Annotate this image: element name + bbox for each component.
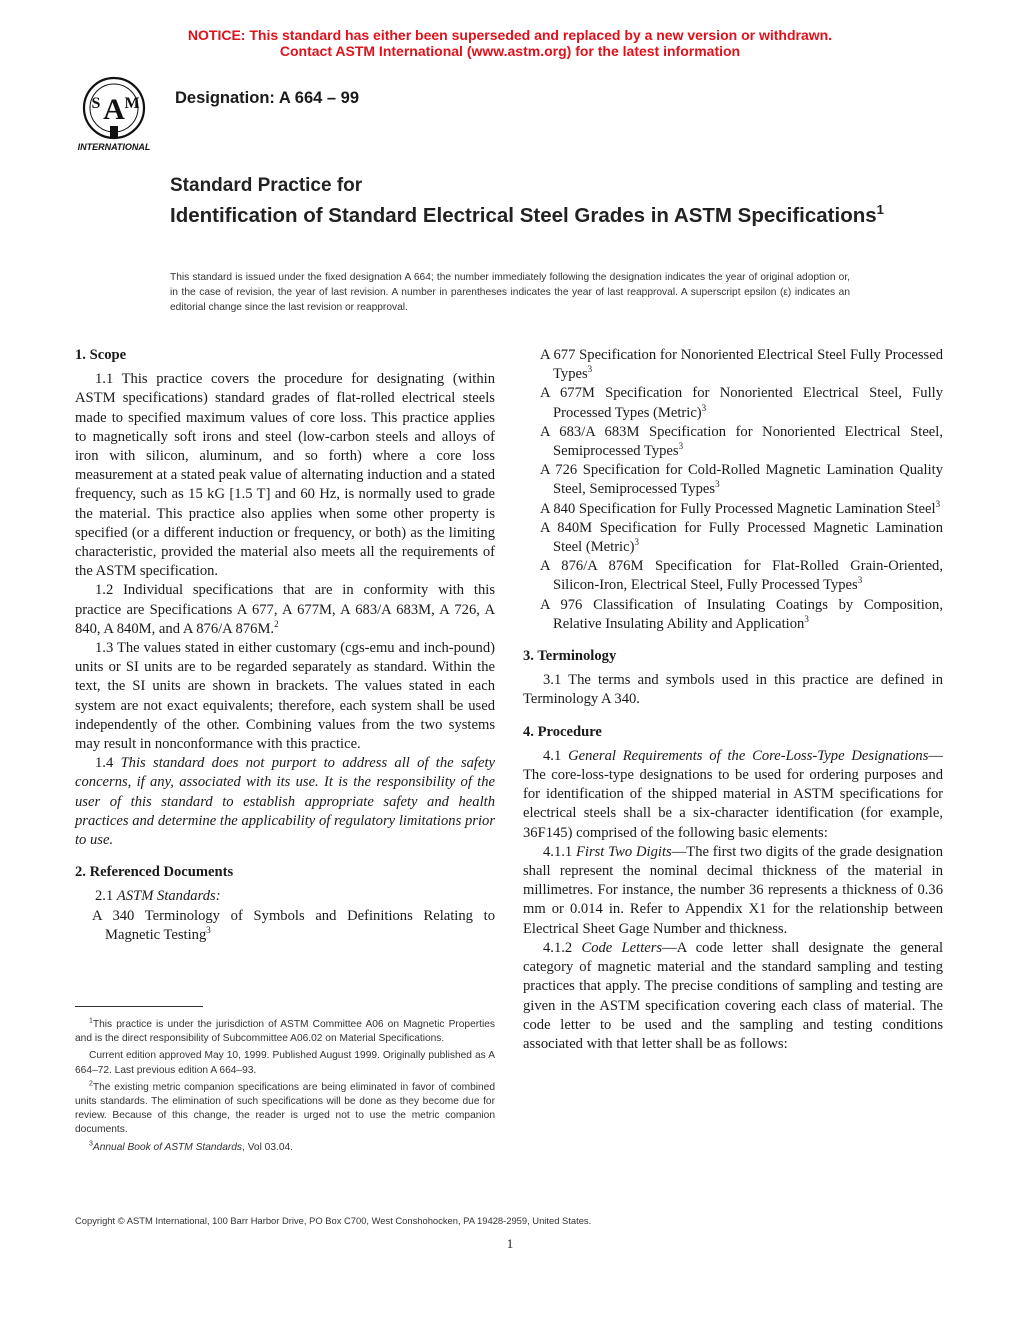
page-number: 1 — [506, 1236, 514, 1251]
reference-list — [523, 346, 943, 634]
title-block — [170, 175, 930, 229]
paragraph-4-1 — [523, 747, 943, 843]
reference-item — [523, 384, 943, 422]
title-line-1: Standard Practice for — [170, 175, 363, 196]
paragraph-4-1-1 — [523, 843, 943, 939]
paragraph-4-1-2-text: —A code letter shall designate the general category of magnetic material and the standard sampling and testing practices that apply. The precise conditions of sampling and testing are given in the ASTM specification covering each class of material. The code letter to be used and the sampling and testing conditions associated with that letter shall be as follows: — [523, 939, 943, 1052]
reference-item — [523, 461, 943, 499]
footnote-1-mark: 1 — [89, 1017, 93, 1025]
paragraph-1-1: 1.1 This practice covers the procedure for designating (within ASTM specifications) standard grades of flat-rolled electrical steels made to specified maximum values of core loss. This practice applies to magnetically soft irons and steel (low-carbon steels and alloys of iron with silicon, aluminum, and so forth) where a core loss measurement at a stated peak value of alternating induction and a stated frequency, such as 15 kG [1.5 T] and 60 Hz, is normally used to grade the material. This practice also applies when some other property is specified (or a different induction or frequency, or both) as the limiting characteristic, provided the material also meets all the requirements of the ASTM specification. — [75, 371, 495, 580]
reference-item — [523, 500, 943, 519]
footnote-mark: 3 — [678, 441, 684, 452]
footnote-2-text: The existing metric companion specifications are being eliminated in favor of combined units standards. The elimination of such specifications will be done as they become due for review. Because of this change, the reader is urged not to use the metric companion documents. — [75, 1081, 495, 1136]
footnote-mark: 3 — [634, 537, 639, 548]
paragraph-1-4-text: This standard does not purport to address all of the safety concerns, if any, associated with its use. It is the responsibility of the user of this standard to establish appropriate safety and health practices and determine the applicability of regulatory limitations prior to use. — [75, 755, 495, 849]
reference-item — [523, 596, 943, 634]
designation: Designation: A 664 – 99 — [175, 89, 360, 107]
svg-text:S: S — [91, 95, 101, 112]
paragraph-4-1-1-label: First Two Digits — [575, 843, 672, 860]
left-column — [75, 346, 495, 945]
footnote-3-rest: , Vol 03.04. — [242, 1141, 294, 1153]
reference-text: A 876/A 876M Specification for Flat-Rolled Grain-Oriented, Silicon-Iron, Electrical Steel, Fully Processed Types — [540, 558, 943, 594]
astm-international-logo-icon — [74, 74, 164, 154]
paragraph-2-1 — [75, 887, 495, 906]
reference-a340 — [75, 907, 495, 945]
reference-item — [523, 519, 943, 557]
paragraph-1-2 — [75, 581, 495, 639]
paragraph-4-1-2-num: 4.1.2 — [543, 939, 573, 956]
reference-text: A 976 Classification of Insulating Coatings by Composition, Relative Insulating Ability and Application — [540, 596, 943, 632]
title-footnote-mark: 1 — [876, 202, 884, 217]
notice-line-2: Contact ASTM International (www.astm.org) for the latest information — [279, 43, 741, 59]
reference-item — [523, 557, 943, 595]
footnote-mark: 3 — [587, 364, 593, 375]
section-heading-scope: 1. Scope — [75, 347, 127, 363]
paragraph-4-1-text: —The core-loss-type designations to be used for ordering purposes and for identification of the shipped material in ASTM specifications for electrical steels shall be a six-character identification (for example, 36F145) comprised of the following basic elements: — [523, 747, 943, 841]
reference-text: A 840M Specification for Fully Processed Magnetic Lamination Steel (Metric) — [540, 519, 943, 556]
paragraph-1-4 — [75, 754, 495, 850]
svg-text:A: A — [103, 93, 125, 126]
paragraph-4-1-1-text: —The first two digits of the grade designation shall represent the nominal decimal thickness of the material in millimetres. For instance, the number 36 represents a thickness of 0.36 mm or 0.014 in. Refer to Appendix X1 for the relationship between Electrical Sheet Gage Number and thickness. — [523, 843, 943, 937]
reference-item — [523, 423, 943, 461]
footnote-3 — [75, 1141, 495, 1155]
section-heading-procedure: 4. Procedure — [523, 723, 602, 740]
paragraph-4-1-2 — [523, 939, 943, 1054]
paragraph-4-1-2-label: Code Letters — [581, 939, 663, 956]
notice-banner — [0, 27, 1020, 59]
reference-text: A 683/A 683M Specification for Nonoriented Electrical Steel, Semiprocessed Types — [540, 423, 943, 460]
reference-text: A 677 Specification for Nonoriented Electrical Steel Fully Processed Types — [540, 347, 943, 383]
paragraph-2-1-label: ASTM Standards: — [116, 888, 221, 905]
intro-note: This standard is issued under the fixed designation A 664; the number immediately following the designation indicates the year of original adoption or, in the case of revision, the year of last revision. A number in parentheses indicates the year of last reapproval. A superscript epsilon (ε) indicates an editorial change since the last revision or reapproval. — [170, 272, 850, 313]
footnote-3-title: Annual Book of ASTM Standards — [92, 1141, 243, 1153]
footnote-1-edition: Current edition approved May 10, 1999. Published August 1999. Originally published as A 664–72. Last previous edition A 664–93. — [75, 1050, 495, 1076]
footnote-divider — [75, 1006, 203, 1007]
footnote-mark: 2 — [274, 618, 279, 629]
paragraph-2-1-num: 2.1 — [95, 888, 114, 905]
footnote-2 — [75, 1081, 495, 1138]
logo-text: INTERNATIONAL — [77, 142, 151, 152]
footnote-mark: 3 — [701, 402, 707, 413]
section-heading-referenced-documents: 2. Referenced Documents — [75, 864, 234, 881]
paragraph-4-1-1-num: 4.1.1 — [543, 843, 573, 860]
footnote-mark: 3 — [857, 575, 863, 586]
footnote-mark: 3 — [804, 613, 809, 624]
title-main-text: Identification of Standard Electrical Steel Grades in ASTM Specifications — [170, 203, 877, 227]
paragraph-4-1-num: 4.1 — [543, 747, 562, 764]
footnote-1-text: This practice is under the jurisdiction of ASTM Committee A06 on Magnetic Properties and is the direct responsibility of Subcommittee A06.02 on Material Specifications. — [75, 1019, 495, 1045]
copyright: Copyright © ASTM International, 100 Barr Harbor Drive, PO Box C700, West Conshohocken, PA 19428-2959, United States. — [75, 1215, 592, 1226]
paragraph-4-1-label: General Requirements of the Core-Loss-Type Designations — [568, 747, 929, 764]
paragraph-1-2-text: 1.2 Individual specifications that are in conformity with this practice are Specifications A 677, A 677M, A 683/A 683M, A 726, A 840, A 840M, and A 876/A 876M. — [75, 582, 495, 637]
reference-text: A 840 Specification for Fully Processed Magnetic Lamination Steel — [540, 500, 936, 517]
footnotes — [75, 1018, 495, 1158]
paragraph-1-3: 1.3 The values stated in either customary (cgs-emu and inch-pound) units or SI units are to be regarded separately as standard. Within the text, the SI units are shown in brackets. The values stated in each system are not exact equivalents; therefore, each system shall be used independently of the other. Combining values from the two systems may result in nonconformance with this practice. — [75, 640, 495, 753]
svg-text:M: M — [124, 95, 140, 112]
reference-item — [523, 346, 943, 384]
footnote-1 — [75, 1018, 495, 1046]
footnote-2-mark: 2 — [89, 1080, 93, 1088]
notice-line-1: NOTICE: This standard has either been superseded and replaced by a new version or withdrawn. — [187, 27, 833, 43]
reference-text: A 726 Specification for Cold-Rolled Magnetic Lamination Quality Steel, Semiprocessed Types — [540, 462, 943, 498]
paragraph-1-4-num: 1.4 — [95, 755, 114, 772]
footnote-mark: 3 — [206, 925, 211, 936]
reference-text: A 677M Specification for Nonoriented Electrical Steel, Fully Processed Types (Metric) — [540, 385, 943, 421]
footnote-mark: 3 — [935, 498, 941, 509]
footnote-mark: 3 — [715, 479, 720, 490]
reference-text: A 340 Terminology of Symbols and Definitions Relating to Magnetic Testing — [92, 907, 495, 943]
section-heading-terminology: 3. Terminology — [523, 648, 617, 665]
page-title — [170, 197, 930, 229]
paragraph-3-1: 3.1 The terms and symbols used in this practice are defined in Terminology A 340. — [523, 672, 943, 708]
footnote-3-mark: 3 — [89, 1140, 93, 1148]
right-column — [523, 346, 943, 1054]
